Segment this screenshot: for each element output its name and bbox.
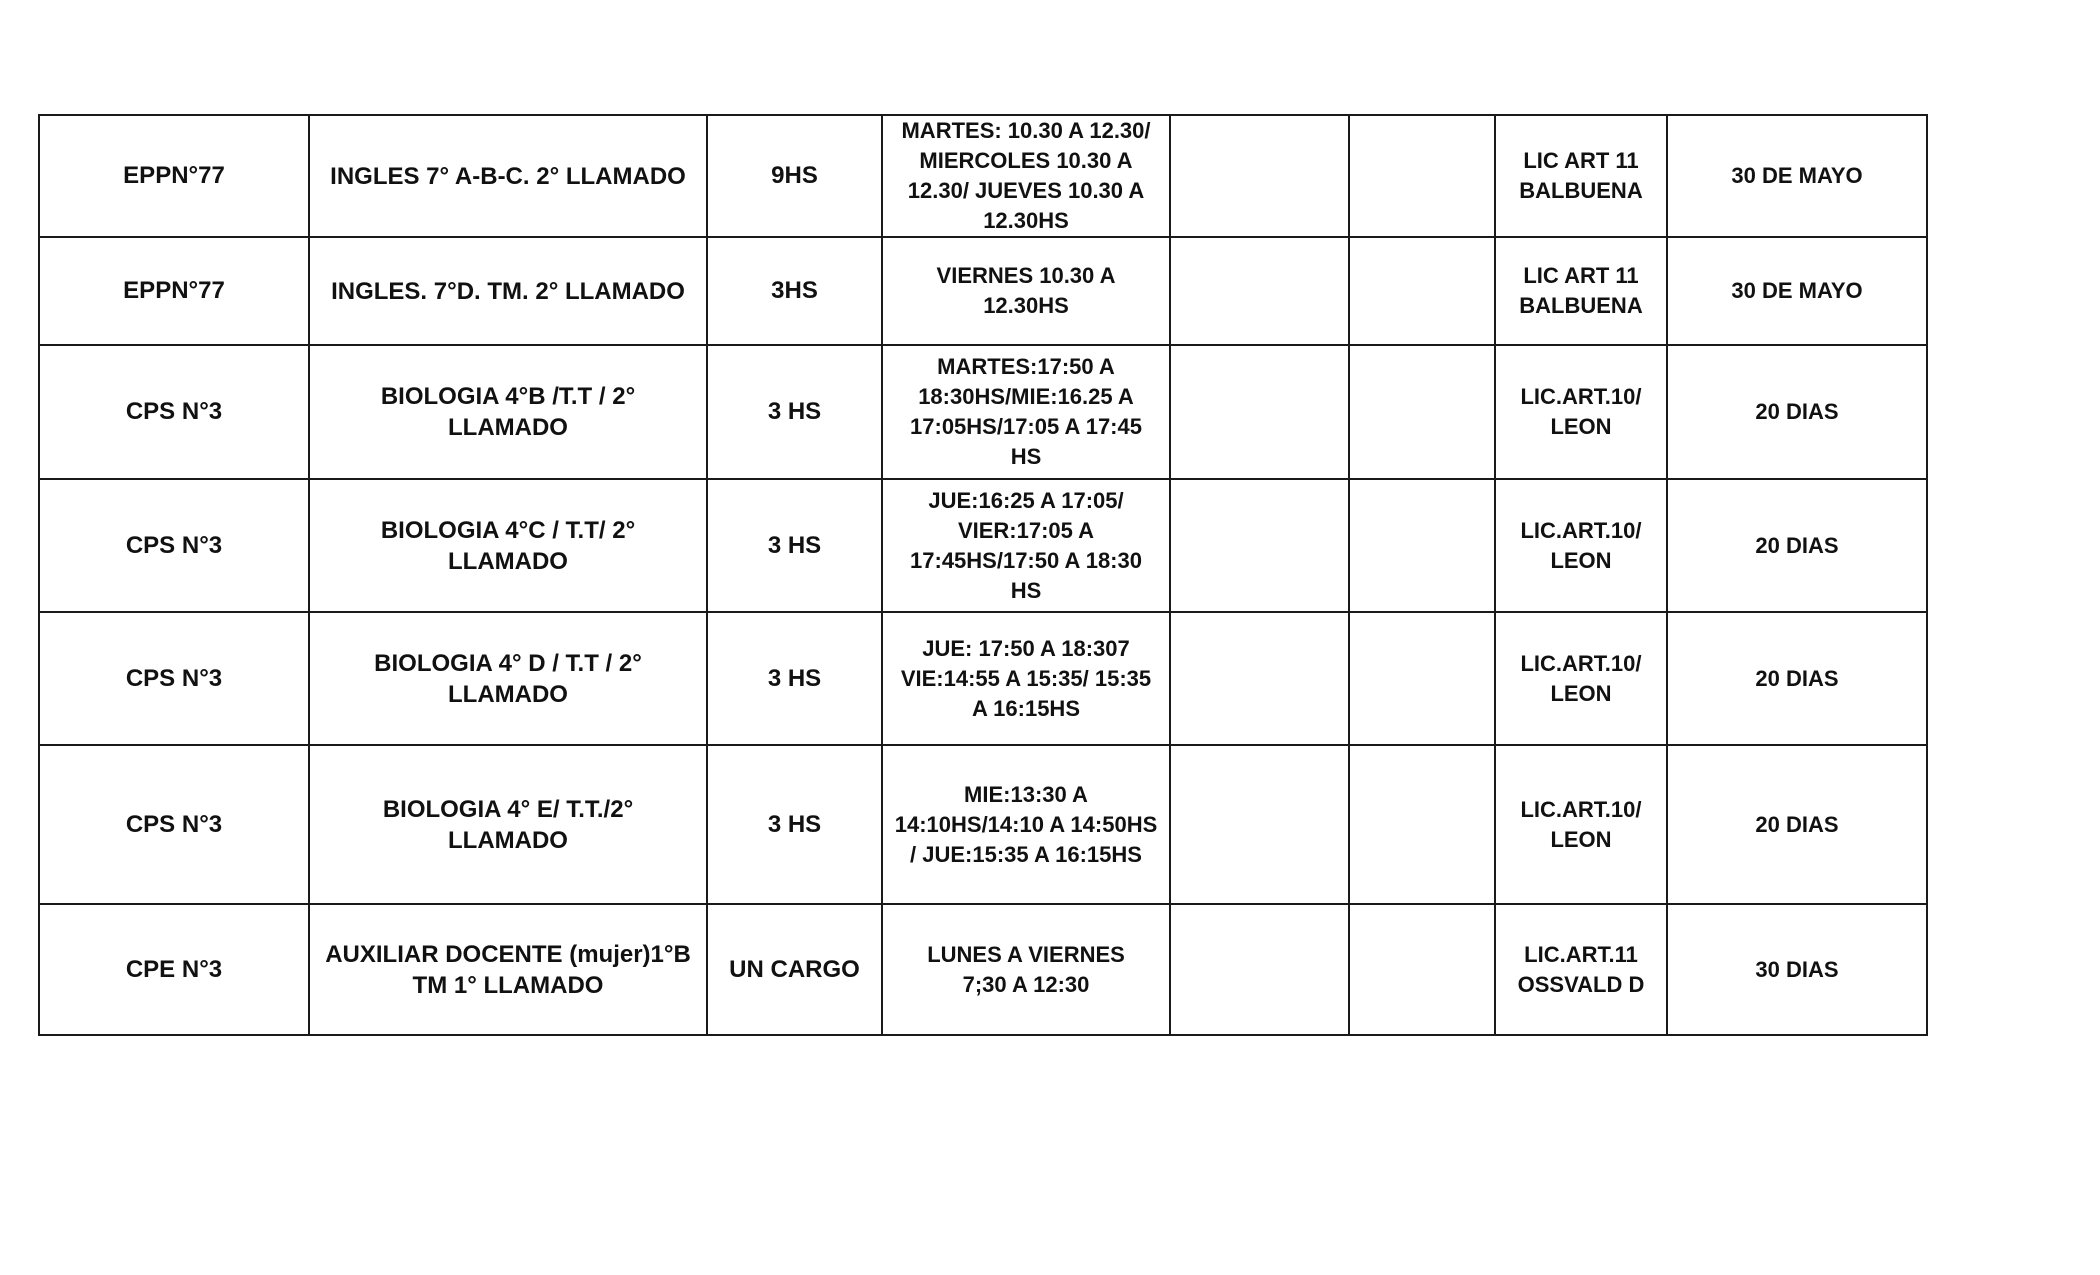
hours-cell: 3 HS <box>707 612 882 745</box>
license-cell: LIC.ART.10/ LEON <box>1495 479 1667 612</box>
license-cell: LIC ART 11 BALBUENA <box>1495 237 1667 345</box>
vacancy-table <box>38 114 1928 1036</box>
duration-cell: 20 DIAS <box>1667 345 1927 479</box>
schedule-cell: MARTES: 10.30 A 12.30/ MIERCOLES 10.30 A 12.30/ JUEVES 10.30 A 12.30HS <box>882 115 1170 237</box>
empty-cell <box>1349 612 1495 745</box>
empty-cell <box>1349 115 1495 237</box>
empty-cell <box>1349 479 1495 612</box>
table-row <box>39 479 1927 612</box>
school-cell: EPPN°77 <box>39 115 309 237</box>
empty-cell <box>1170 612 1349 745</box>
school-cell: CPS N°3 <box>39 745 309 904</box>
subject-cell: BIOLOGIA 4° D / T.T / 2° LLAMADO <box>309 612 707 745</box>
license-cell: LIC.ART.10/ LEON <box>1495 612 1667 745</box>
schedule-cell: LUNES A VIERNES 7;30 A 12:30 <box>882 904 1170 1035</box>
hours-cell: UN CARGO <box>707 904 882 1035</box>
empty-cell <box>1170 479 1349 612</box>
empty-cell <box>1170 237 1349 345</box>
subject-cell: AUXILIAR DOCENTE (mujer)1°B TM 1° LLAMADO <box>309 904 707 1035</box>
school-cell: CPS N°3 <box>39 612 309 745</box>
school-cell: EPPN°77 <box>39 237 309 345</box>
empty-cell <box>1349 745 1495 904</box>
license-cell: LIC.ART.11 OSSVALD D <box>1495 904 1667 1035</box>
school-cell: CPS N°3 <box>39 345 309 479</box>
table-row <box>39 237 1927 345</box>
empty-cell <box>1349 345 1495 479</box>
school-cell: CPS N°3 <box>39 479 309 612</box>
duration-cell: 20 DIAS <box>1667 612 1927 745</box>
subject-cell: BIOLOGIA 4°C / T.T/ 2° LLAMADO <box>309 479 707 612</box>
table-row <box>39 345 1927 479</box>
duration-cell: 30 DE MAYO <box>1667 237 1927 345</box>
table-row <box>39 904 1927 1035</box>
empty-cell <box>1170 115 1349 237</box>
empty-cell <box>1349 904 1495 1035</box>
hours-cell: 9HS <box>707 115 882 237</box>
schedule-cell: MIE:13:30 A 14:10HS/14:10 A 14:50HS / JUE:15:35 A 16:15HS <box>882 745 1170 904</box>
duration-cell: 30 DIAS <box>1667 904 1927 1035</box>
subject-cell: INGLES. 7°D. TM. 2° LLAMADO <box>309 237 707 345</box>
license-cell: LIC.ART.10/ LEON <box>1495 345 1667 479</box>
license-cell: LIC ART 11 BALBUENA <box>1495 115 1667 237</box>
subject-cell: BIOLOGIA 4° E/ T.T./2° LLAMADO <box>309 745 707 904</box>
empty-cell <box>1170 904 1349 1035</box>
empty-cell <box>1349 237 1495 345</box>
schedule-cell: MARTES:17:50 A 18:30HS/MIE:16.25 A 17:05HS/17:05 A 17:45 HS <box>882 345 1170 479</box>
hours-cell: 3 HS <box>707 479 882 612</box>
schedule-cell: JUE: 17:50 A 18:307 VIE:14:55 A 15:35/ 15:35 A 16:15HS <box>882 612 1170 745</box>
schedule-cell: VIERNES 10.30 A 12.30HS <box>882 237 1170 345</box>
table-row <box>39 115 1927 237</box>
subject-cell: BIOLOGIA 4°B /T.T / 2° LLAMADO <box>309 345 707 479</box>
duration-cell: 20 DIAS <box>1667 745 1927 904</box>
hours-cell: 3 HS <box>707 745 882 904</box>
duration-cell: 30 DE MAYO <box>1667 115 1927 237</box>
subject-cell: INGLES 7° A-B-C. 2° LLAMADO <box>309 115 707 237</box>
empty-cell <box>1170 345 1349 479</box>
table-row <box>39 612 1927 745</box>
table-row <box>39 745 1927 904</box>
empty-cell <box>1170 745 1349 904</box>
hours-cell: 3HS <box>707 237 882 345</box>
duration-cell: 20 DIAS <box>1667 479 1927 612</box>
license-cell: LIC.ART.10/ LEON <box>1495 745 1667 904</box>
hours-cell: 3 HS <box>707 345 882 479</box>
school-cell: CPE N°3 <box>39 904 309 1035</box>
schedule-cell: JUE:16:25 A 17:05/ VIER:17:05 A 17:45HS/17:50 A 18:30 HS <box>882 479 1170 612</box>
